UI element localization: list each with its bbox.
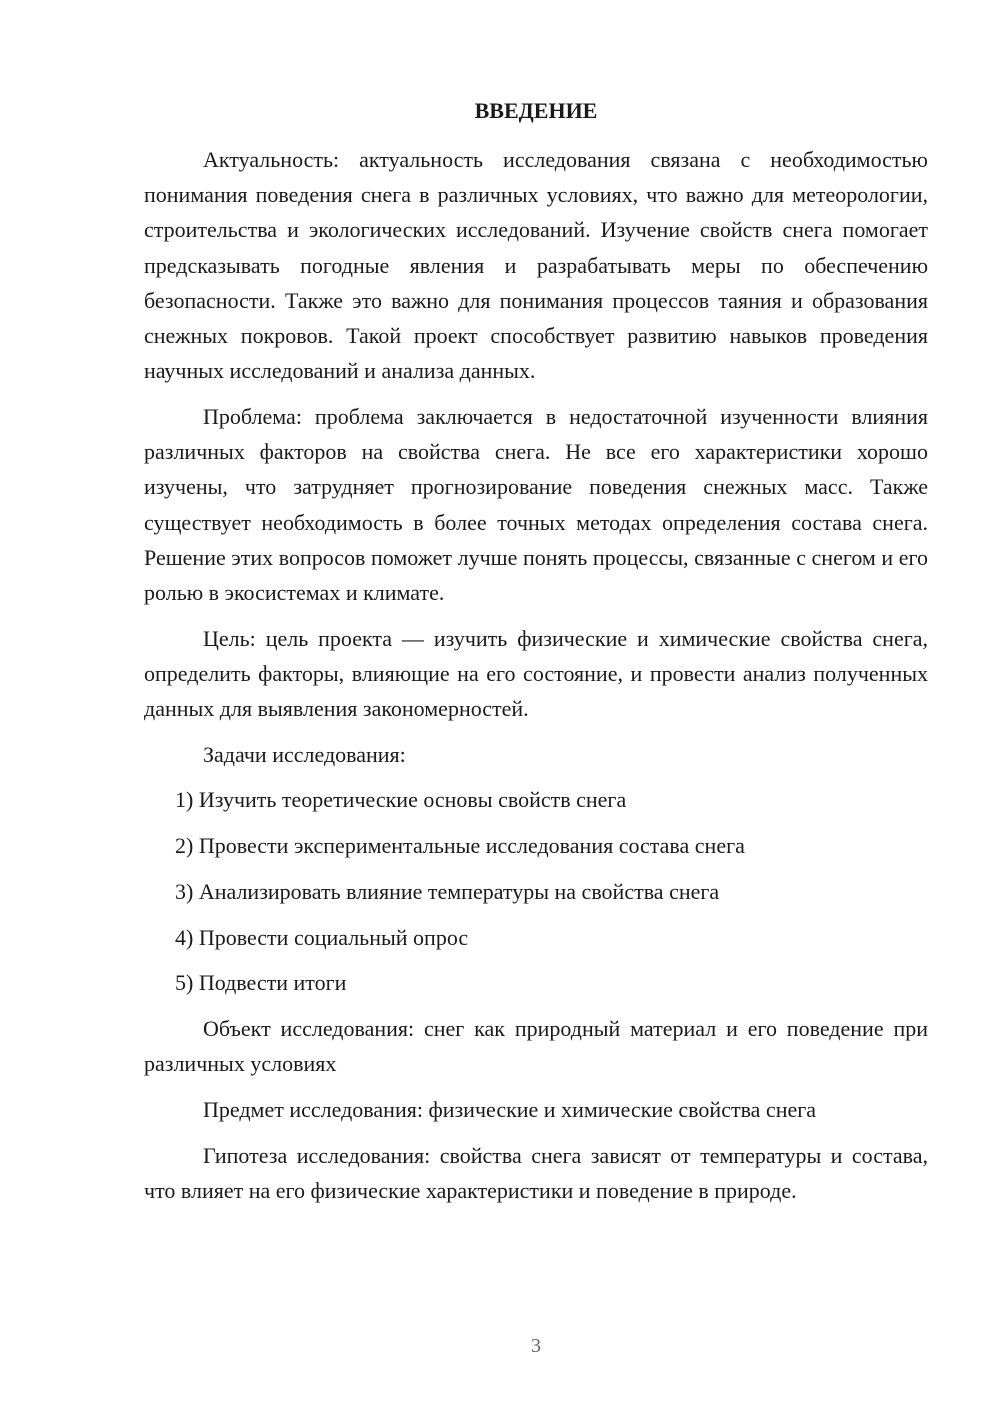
task-item: 2) Провести экспериментальные исследования состава снега bbox=[175, 833, 745, 859]
task-item: 5) Подвести итоги bbox=[175, 970, 347, 996]
paragraph-relevance: Актуальность: актуальность исследования связана с необходимостью понимания поведения снега в различных условиях, что важно для метеорологии, строительства и экологических исследований. Изучение свойств снега помогает предсказывать погодные явления и разрабатывать меры по обеспечению безопасности. Также это важно для понимания процессов таяния и образования снежных покровов. Такой проект способствует развитию навыков проведения научных исследований и анализа данных. bbox=[144, 147, 928, 384]
task-item: 1) Изучить теоретические основы свойств снега bbox=[175, 787, 627, 813]
paragraph-tasks-heading: Задачи исследования: bbox=[203, 741, 406, 767]
paragraph-object: Объект исследования: снег как природный материал и его поведение при различных условиях bbox=[144, 1015, 928, 1077]
page-title: ВВЕДЕНИЕ bbox=[474, 98, 598, 123]
paragraph-goal: Цель: цель проекта — изучить физические и химические свойства снега, определить факторы, влияющие на его состояние, и провести анализ полученных данных для выявления закономерностей. bbox=[144, 625, 928, 722]
paragraph-problem: Проблема: проблема заключается в недостаточной изученности влияния различных факторов на свойства снега. Не все его характеристики хорошо изучены, что затрудняет прогнозирование поведения снежных масс. Также существует необходимость в более точных методах определения состава снега. Решение этих вопросов поможет лучше понять процессы, связанные с снегом и его ролью в экосистемах и климате. bbox=[144, 403, 928, 605]
task-list bbox=[144, 782, 928, 1000]
paragraph-subject: Предмет исследования: физические и химические свойства снега bbox=[203, 1096, 817, 1122]
document-body bbox=[144, 142, 928, 1218]
page-number: 3 bbox=[531, 1335, 541, 1357]
document-page bbox=[144, 0, 928, 1414]
paragraph-hypothesis: Гипотеза исследования: свойства снега зависят от температуры и состава, что влияет на его физические характеристики и поведение в природе. bbox=[144, 1142, 928, 1203]
task-item: 3) Анализировать влияние температуры на свойства снега bbox=[175, 878, 720, 904]
task-item: 4) Провести социальный опрос bbox=[175, 924, 469, 950]
